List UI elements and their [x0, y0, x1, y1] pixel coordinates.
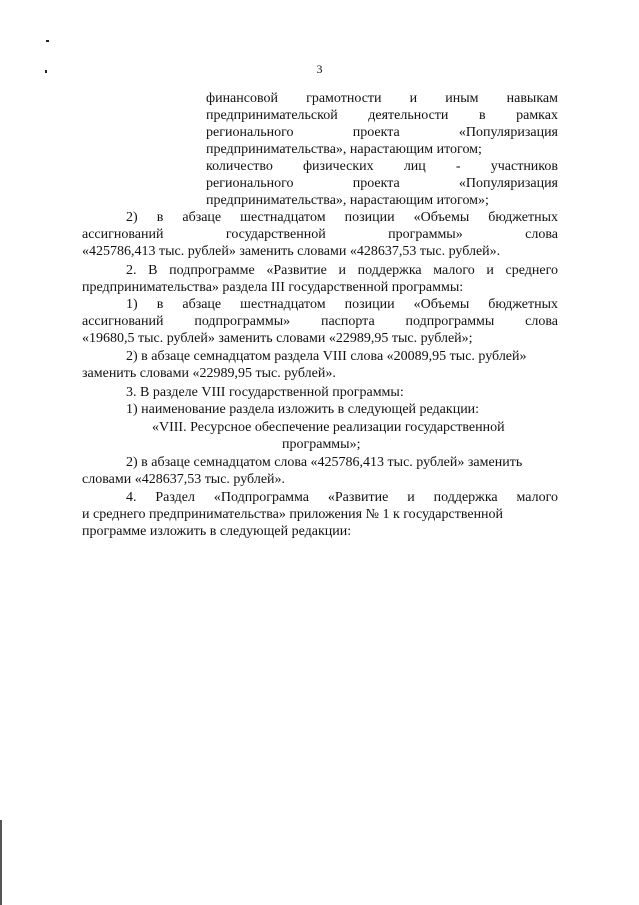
text-line: 1) в абзаце шестнадцатом позиции «Объемы бюджетных — [126, 297, 558, 312]
text-line: «425786,413 тыс. рублей» заменить словами «428637,53 тыс. рублей». — [82, 244, 501, 259]
text-line: финансовой грамотности и иным навыкам — [206, 91, 558, 106]
text-line: 1) наименование раздела изложить в следующей редакции: — [126, 402, 480, 417]
page-number: 3 — [316, 62, 323, 76]
text-line: заменить словами «22989,95 тыс. рублей». — [82, 366, 336, 381]
text-line: словами «428637,53 тыс. рублей». — [82, 472, 286, 487]
text-line: 2) в абзаце шестнадцатом позиции «Объемы бюджетных — [126, 210, 558, 225]
text-line: регионального проекта «Популяризация — [206, 176, 558, 191]
text-line: ассигнований государственной программы» слова — [82, 227, 558, 242]
text-line: 2) в абзаце семнадцатом слова «425786,413 тыс. рублей» заменить — [126, 455, 523, 470]
text-line: предпринимательства», нарастающим итогом; — [206, 142, 482, 157]
text-line: 3. В разделе VIII государственной программы: — [126, 385, 404, 400]
text-line: регионального проекта «Популяризация — [206, 125, 558, 140]
text-line: предпринимательской деятельности в рамках — [206, 108, 558, 123]
scan-speck — [45, 70, 47, 73]
text-line: предпринимательства» раздела III государственной программы: — [82, 280, 464, 295]
text-line: количество физических лиц - участников — [206, 159, 558, 174]
scan-speck — [46, 40, 49, 42]
text-line: «19680,5 тыс. рублей» заменить словами «22989,95 тыс. рублей»; — [82, 331, 473, 346]
text-line: ассигнований подпрограммы» паспорта подпрограммы слова — [82, 314, 558, 329]
text-line: 2) в абзаце семнадцатом раздела VIII слова «20089,95 тыс. рублей» — [126, 349, 527, 364]
text-line: «VIII. Ресурсное обеспечение реализации государственной — [152, 420, 505, 435]
text-line: 2. В подпрограмме «Развитие и поддержка малого и среднего — [126, 263, 558, 278]
text-line: 4. Раздел «Подпрограмма «Развитие и поддержка малого — [126, 490, 558, 505]
text-line: программе изложить в следующей редакции: — [82, 524, 352, 539]
text-line: программы»; — [282, 437, 361, 452]
text-line: предпринимательства», нарастающим итогом»; — [206, 193, 489, 208]
text-line: и среднего предпринимательства» приложения № 1 к государственной — [82, 507, 504, 522]
scan-edge — [0, 820, 2, 905]
